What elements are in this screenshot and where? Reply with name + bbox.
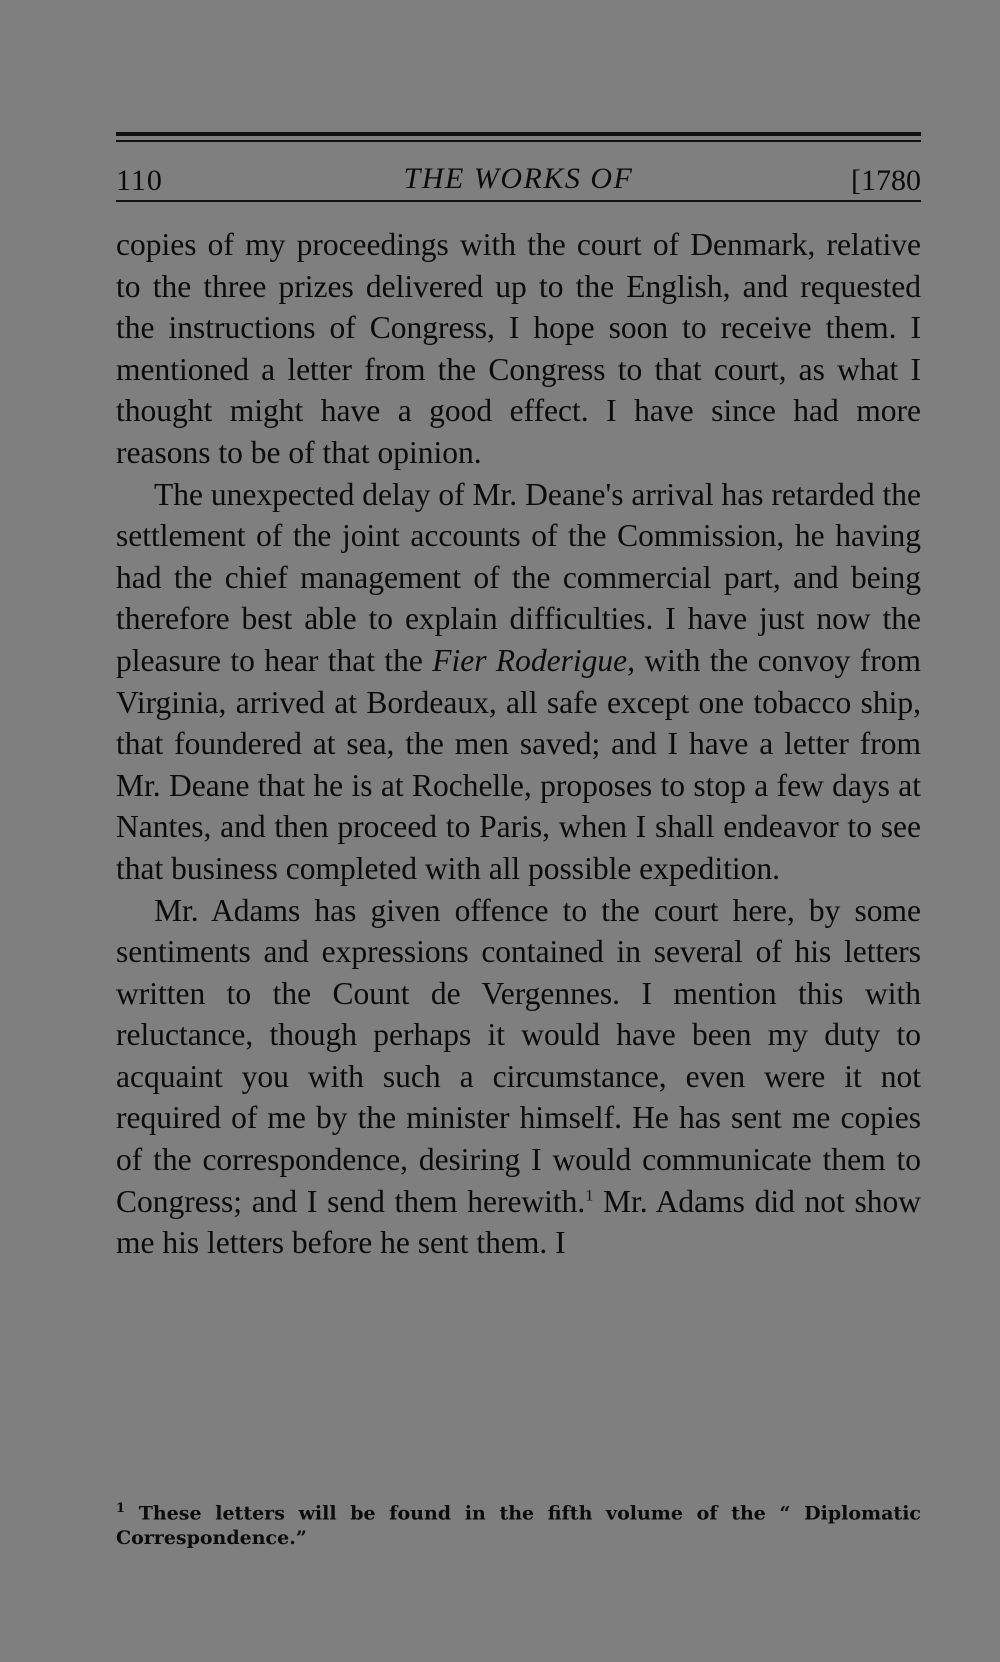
running-year: [1780 [851,164,921,197]
header-rule-bottom [116,200,921,202]
paragraph-3 [116,890,921,1264]
ship-name: Fier Roderigue, [432,642,636,678]
paragraph-1 [116,224,921,474]
body-text [116,224,921,1264]
paragraph-2-text-a: The unexpected delay of Mr. Deane's arrival has retarded the settlement of the joint accounts of the Commission, he having had the chief management of the commercial part, and being therefore best able to explain difficulties. I have just now the pleasure to hear that the [116,476,921,678]
paragraph-1-text: copies of my proceedings with the court of Denmark, relative to the three prizes delivered up to the English, and requested the instructions of Congress, I hope soon to receive them. I mentioned a letter from the Congress to that court, as what I thought might have a good effect. I have since had more reasons to be of that opinion. [116,227,921,470]
running-head [116,142,921,200]
book-page [116,132,921,1264]
footnote [116,1496,921,1551]
paragraph-3-text-a: Mr. Adams has given offence to the court here, by some sentiments and expressions contained in several of his letters written to the Count de Vergennes. I mention this with reluctance, though perhaps it would have been my duty to acquaint you with such a circumstance, even were it not required of me by the minister himself. He has sent me copies of the correspondence, desiring I would communicate them to Congress; and I send them herewith. [116,892,921,1219]
header-rule-top [116,132,921,136]
footnote-text: These letters will be found in the fifth volume of the “ Diplomatic Correspondence.” [116,1502,921,1550]
running-title: THE WORKS OF [403,162,634,195]
paragraph-2 [116,474,921,890]
footnote-mark: 1 [116,1501,126,1516]
page-number: 110 [116,164,163,197]
paragraph-3-text-b: Mr. Adams did not show me his letters before he sent them. I [116,1183,921,1261]
footnote-reference: 1 [585,1187,594,1205]
paragraph-2-text-b: with the convoy from Virginia, arrived at Bordeaux, all safe except one tobacco ship, that foundered at sea, the men saved; and I have a letter from Mr. Deane that he is at Rochelle, proposes to stop a few days at Nantes, and then proceed to Paris, when I shall endeavor to see that business completed with all possible expedition. [116,642,922,886]
